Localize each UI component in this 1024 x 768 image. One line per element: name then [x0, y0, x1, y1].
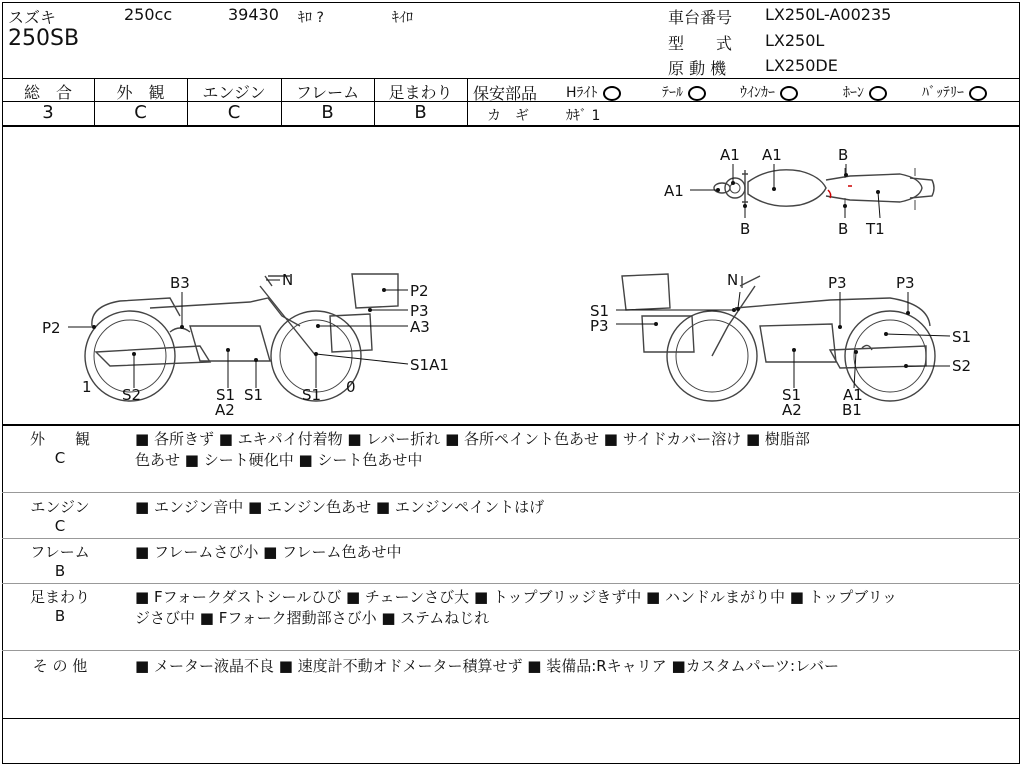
- bike-top-view: [714, 168, 934, 210]
- divider: [2, 583, 1020, 584]
- right-view-labels: [590, 271, 971, 419]
- remark-grade-frame: B: [54, 562, 66, 580]
- damage-code: B: [740, 220, 751, 238]
- frame-no: LX250L-A00235: [765, 5, 892, 24]
- damage-code: P3: [410, 302, 429, 320]
- ok-circle-icon: [869, 86, 887, 101]
- divider: [2, 78, 1020, 79]
- damage-code: S1A1: [410, 356, 449, 374]
- ok-circle-icon: [969, 86, 987, 101]
- engine-label: 原 動 機: [668, 59, 727, 78]
- damage-code: S1: [244, 386, 264, 404]
- damage-code: B: [838, 146, 849, 164]
- total-grade: 3: [42, 102, 54, 123]
- damage-code: S1: [302, 386, 322, 404]
- damage-diagram: [0, 126, 1024, 424]
- damage-code: P3: [896, 274, 915, 292]
- remark-grade-exterior: C: [54, 449, 66, 467]
- bike-right-view: [622, 274, 935, 401]
- damage-code: S2: [952, 357, 972, 375]
- damage-code: T1: [866, 220, 885, 238]
- model-name: 250SB: [8, 26, 80, 51]
- damage-code: B: [838, 220, 849, 238]
- mileage: 39430: [228, 5, 279, 24]
- damage-code: A2: [215, 401, 235, 419]
- remark-label-frame: フレーム: [30, 543, 90, 561]
- damage-code: 0: [346, 378, 356, 396]
- damage-code: P3: [828, 274, 847, 292]
- damage-code: S1: [590, 302, 610, 320]
- divider: [2, 424, 1020, 426]
- total-label: 総 合: [23, 83, 72, 102]
- type-value: LX250L: [765, 31, 825, 50]
- damage-code: 1: [82, 378, 92, 396]
- engine-grade-label: エンジン: [202, 83, 266, 102]
- damage-code: A1: [843, 386, 863, 404]
- damage-code: A2: [782, 401, 802, 419]
- remark-text-exterior-2: 色あせ ■ シート硬化中 ■ シート色あせ中: [135, 451, 423, 469]
- damage-code: A1: [720, 146, 740, 164]
- top-view-labels: [664, 146, 885, 238]
- damage-code: P2: [410, 282, 429, 300]
- damage-code: P2: [42, 319, 61, 337]
- damage-code: S2: [122, 386, 142, 404]
- remark-text-suspension-2: ジさび中 ■ Fフォーク摺動部さび小 ■ ステムねじれ: [135, 609, 490, 627]
- safety-label: 保安部品: [473, 84, 538, 103]
- frame-grade: B: [321, 102, 334, 123]
- safety-tail: [662, 82, 706, 102]
- divider: [467, 78, 468, 126]
- frame-no-label: 車台番号: [668, 8, 733, 27]
- safety-item-label: ﾃｰﾙ: [662, 85, 683, 101]
- remark-label-suspension: 足まわり: [29, 588, 90, 606]
- suspension-grade-label: 足まわり: [388, 83, 453, 102]
- left-view-labels: [42, 271, 449, 419]
- remark-label-engine: エンジン: [30, 498, 90, 516]
- remark-label-other: そ の 他: [32, 657, 88, 675]
- divider: [2, 650, 1020, 651]
- engine-value: LX250DE: [765, 56, 838, 75]
- damage-code: A1: [664, 182, 684, 200]
- frame-grade-label: フレーム: [295, 83, 360, 102]
- safety-item-label: ﾎｰﾝ: [843, 85, 864, 101]
- remark-text-suspension-1: ■ Fフォークダストシールひび ■ チェーンさび大 ■ トップブリッジきず中 ■ ハンドルまがり中 ■ トップブリッ: [135, 588, 898, 606]
- damage-code: S1: [782, 386, 802, 404]
- ok-circle-icon: [688, 86, 706, 101]
- safety-item-label: ｳｲﾝｶｰ: [740, 85, 775, 101]
- exterior-grade: C: [134, 102, 147, 123]
- remark-text-frame: ■ フレームさび小 ■ フレーム色あせ中: [135, 543, 402, 561]
- maker: スズキ: [8, 8, 57, 27]
- remark-grade-engine: C: [54, 517, 66, 535]
- displacement: 250cc: [124, 5, 173, 24]
- key-label: カ ギ: [487, 108, 529, 124]
- ok-circle-icon: [780, 86, 798, 101]
- damage-code: B3: [170, 274, 190, 292]
- suspension-grade: B: [414, 102, 427, 123]
- damage-code: N: [282, 271, 294, 289]
- damage-code: N: [727, 271, 739, 289]
- remark-grade-suspension: B: [54, 607, 66, 625]
- remark-text-engine: ■ エンジン音中 ■ エンジン色あせ ■ エンジンペイントはげ: [135, 498, 545, 516]
- damage-code: S1: [216, 386, 236, 404]
- key-value: ｶｷﾞ 1: [566, 108, 601, 124]
- divider: [2, 718, 1020, 719]
- type-label: 型 式: [668, 34, 733, 53]
- damage-code: B1: [842, 401, 862, 419]
- remark-text-exterior-1: ■ 各所きず ■ エキパイ付着物 ■ レバー折れ ■ 各所ペイント色あせ ■ サイドカバー溶け ■ 樹脂部: [135, 430, 810, 448]
- damage-code: A1: [762, 146, 782, 164]
- safety-winker: [740, 82, 798, 102]
- body-color: ｷｲﾛ: [392, 10, 413, 26]
- damage-code: A3: [410, 318, 430, 336]
- ok-circle-icon: [603, 86, 621, 101]
- engine-grade: C: [227, 102, 241, 123]
- mileage-unit: ｷﾛ ?: [298, 10, 324, 26]
- damage-code: P3: [590, 317, 609, 335]
- remark-label-exterior: 外 観: [29, 430, 90, 448]
- divider: [2, 538, 1020, 539]
- safety-item-label: ﾊﾞｯﾃﾘｰ: [922, 85, 964, 101]
- safety-item-label: Hﾗｲﾄ: [566, 85, 598, 101]
- remark-text-other: ■ メーター液晶不良 ■ 速度計不動オドメーター積算せず ■ 装備品:Rキャリア ■カスタムパーツ:レバー: [135, 657, 840, 675]
- safety-horn: [843, 82, 887, 102]
- damage-code: S1: [952, 328, 972, 346]
- safety-headlight: [566, 82, 621, 102]
- divider: [2, 492, 1020, 493]
- safety-battery: [922, 82, 987, 102]
- exterior-label: 外 観: [116, 83, 165, 102]
